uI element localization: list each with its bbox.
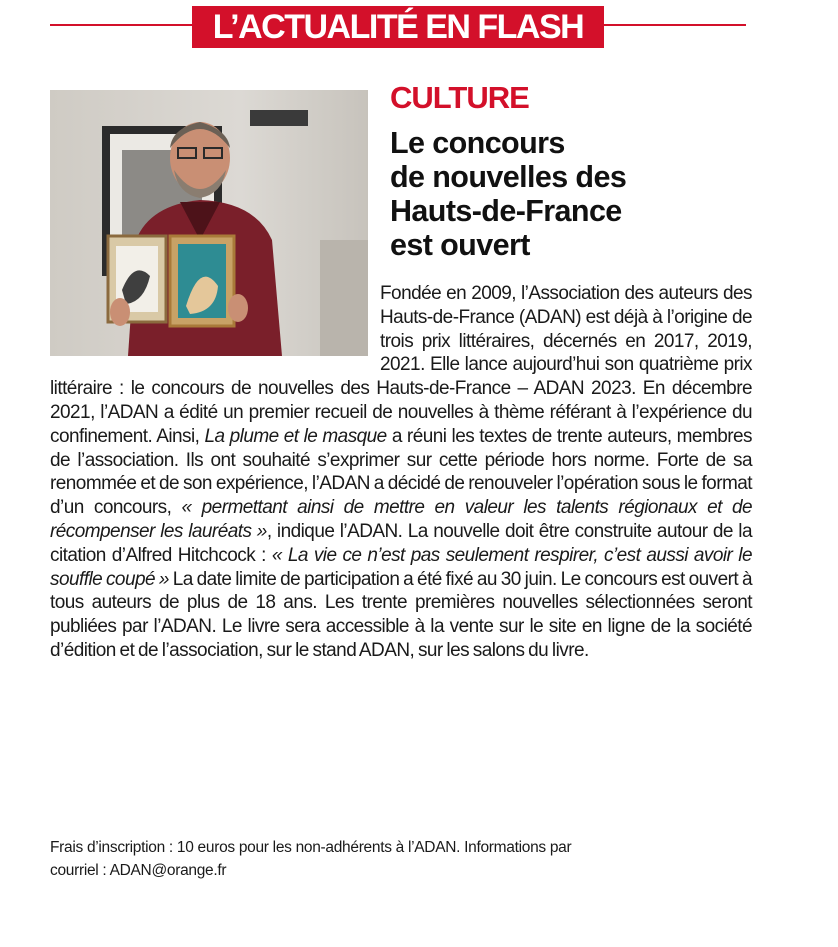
- headline-line: Hauts-de-France: [390, 194, 622, 228]
- headline-line: de nouvelles des: [390, 160, 627, 194]
- footnote-line: courriel : ADAN@orange.fr: [50, 862, 227, 879]
- body-text-segment: Fondée en 2009, l’Association des auteurs des Hauts-de-France (ADAN) est déjà à l’origine de trois prix littéraires, décernés en 2017, 2019, 2021. Elle lance aujourd’hui son quatrième prix littéraire : le concours de nouvelles des Hauts-de-France – ADAN 2023. En décembre 2021, l’ADAN a édité un premier recueil de nouvelles à thème référant à l’expérience du confinement. Ainsi,: [50, 283, 752, 447]
- banner-rule-left: [50, 24, 192, 26]
- headline-line: Le concours: [390, 126, 565, 160]
- body-text-segment: , indique l’ADAN. La nouvelle doit être construite autour de la citation d’Alfred Hitchcock :: [50, 520, 752, 566]
- banner-rule-right: [604, 24, 746, 26]
- photo-wrap-spacer: [50, 282, 380, 377]
- body-text-segment: La date limite de participation a été fixé au 30 juin. Le concours est ouvert à tous auteurs de plus de 18 ans. Les trente premières nouvelles sélectionnées seront publiées par l’ADAN. Le livre sera accessible à la vente sur le site en ligne de la société d’édition et de l’association, sur le stand ADAN, sur les salons du livre.: [50, 568, 752, 661]
- quote-italic: « permettant ainsi de mettre en valeur les talents régionaux et de récompenser les lauréats »: [50, 497, 753, 542]
- article-headline: [390, 126, 770, 262]
- book-title-italic: La plume et le masque: [204, 425, 387, 447]
- article-category: CULTURE: [390, 80, 529, 115]
- section-banner: L’ACTUALITÉ EN FLASH: [192, 6, 604, 48]
- article-footnote: [50, 836, 740, 882]
- hitchcock-quote-italic: « La vie ce n’est pas seulement respirer, c’est aussi avoir le souffle coupé »: [50, 544, 752, 590]
- footnote-line: Frais d’inscription : 10 euros pour les non-adhérents à l’ADAN. Informations par: [50, 839, 572, 856]
- headline-line: est ouvert: [390, 228, 530, 262]
- body-text-segment: a réuni les textes de trente auteurs, membres de l’association. Ils ont souhaité s’exprimer sur cette période hors norme. Forte de sa renommée et de son expérience, l’ADAN a décidé de renouveler l’opération sous le format d’un concours,: [50, 425, 752, 519]
- article-body: [50, 282, 752, 663]
